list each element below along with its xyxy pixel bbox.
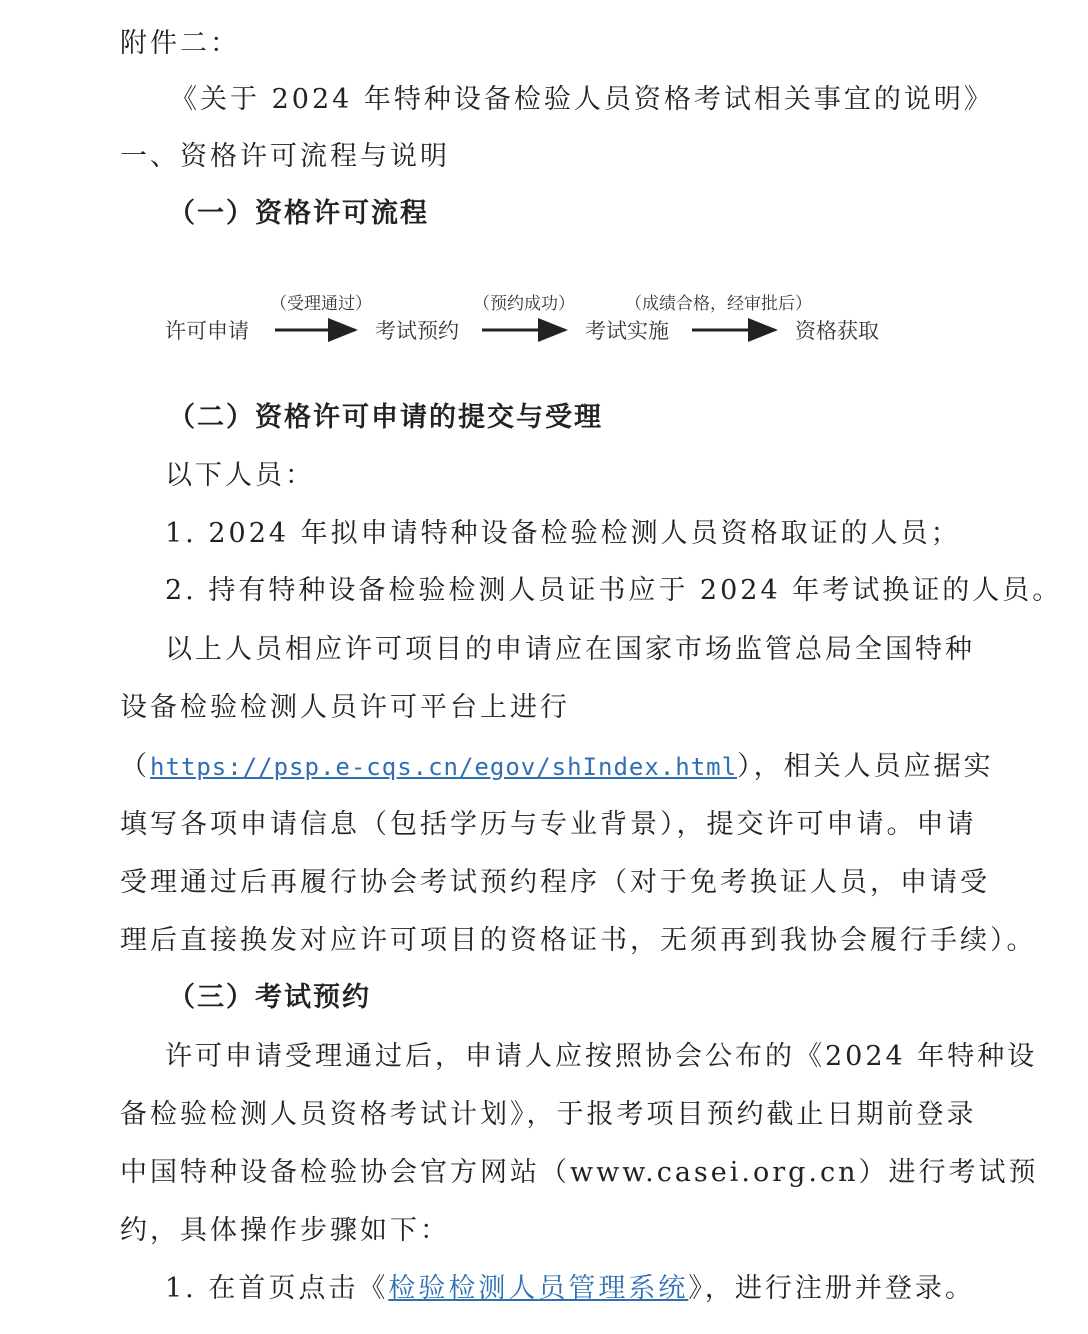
sub3-paragraph-line-3: 中国特种设备检验协会官方网站（www.casei.org.cn）进行考试预 [120, 1157, 1039, 1188]
section1-heading: 一、资格许可流程与说明 [120, 141, 450, 172]
step-1-suffix: 》，进行注册并登录。 [688, 1273, 975, 1304]
sub1-heading: （一）资格许可流程 [168, 198, 429, 229]
flow-transition-2: （预约成功） [473, 294, 575, 314]
flow-step-2: 考试预约 [375, 319, 459, 343]
sub2-paragraph-line-1: 以上人员相应许可项目的申请应在国家市场监管总局全国特种 [165, 634, 975, 665]
sub3-heading: （三）考试预约 [168, 982, 371, 1013]
flow-step-1: 许可申请 [165, 319, 249, 343]
flow-step-3: 考试实施 [585, 319, 669, 343]
flow-transition-3: （成绩合格，经审批后） [625, 294, 812, 314]
step-1-line [165, 1271, 975, 1307]
sub2-paragraph-line-4: 填写各项申请信息（包括学历与专业背景），提交许可申请。申请 [120, 809, 977, 840]
sub3-paragraph-line-1: 许可申请受理通过后，申请人应按照协会公布的《2024 年特种设 [165, 1041, 1038, 1072]
sub2-paragraph-line-5: 受理通过后再履行协会考试预约程序（对于免考换证人员，申请受 [120, 867, 990, 898]
attachment-label: 附件二： [120, 28, 240, 59]
management-system-link[interactable]: 检验检测人员管理系统 [388, 1273, 689, 1304]
sub3-paragraph-line-2: 备检验检测人员资格考试计划》，于报考项目预约截止日期前登录 [120, 1099, 977, 1130]
sub3-paragraph-line-4: 约，具体操作步骤如下： [120, 1215, 450, 1246]
flow-transition-1: （受理通过） [270, 294, 372, 314]
sub2-paragraph-line-2: 设备检验检测人员许可平台上进行 [120, 692, 570, 723]
sub2-heading: （二）资格许可申请的提交与受理 [168, 402, 603, 433]
platform-link[interactable]: https://psp.e-cqs.cn/egov/shIndex.html [150, 753, 738, 781]
sub2-item-1: 1. 2024 年拟申请特种设备检验检测人员资格取证的人员； [165, 518, 961, 549]
sub2-item-2: 2. 持有特种设备检验检测人员证书应于 2024 年考试换证的人员。 [165, 575, 1063, 606]
step-1-prefix: 1. 在首页点击《 [165, 1273, 389, 1304]
sub2-paragraph-line-6: 理后直接换发对应许可项目的资格证书，无须再到我协会履行手续）。 [120, 925, 1037, 956]
paragraph-line-3-rest: ），相关人员应据实 [737, 751, 994, 782]
process-flow-diagram [160, 286, 920, 356]
sub2-paragraph-line-3 [120, 749, 994, 785]
sub2-intro: 以下人员： [165, 460, 315, 491]
document-title: 《关于 2024 年特种设备检验人员资格考试相关事宜的说明》 [170, 84, 994, 115]
flow-step-4: 资格获取 [795, 319, 879, 343]
paren-open: （ [120, 751, 150, 782]
